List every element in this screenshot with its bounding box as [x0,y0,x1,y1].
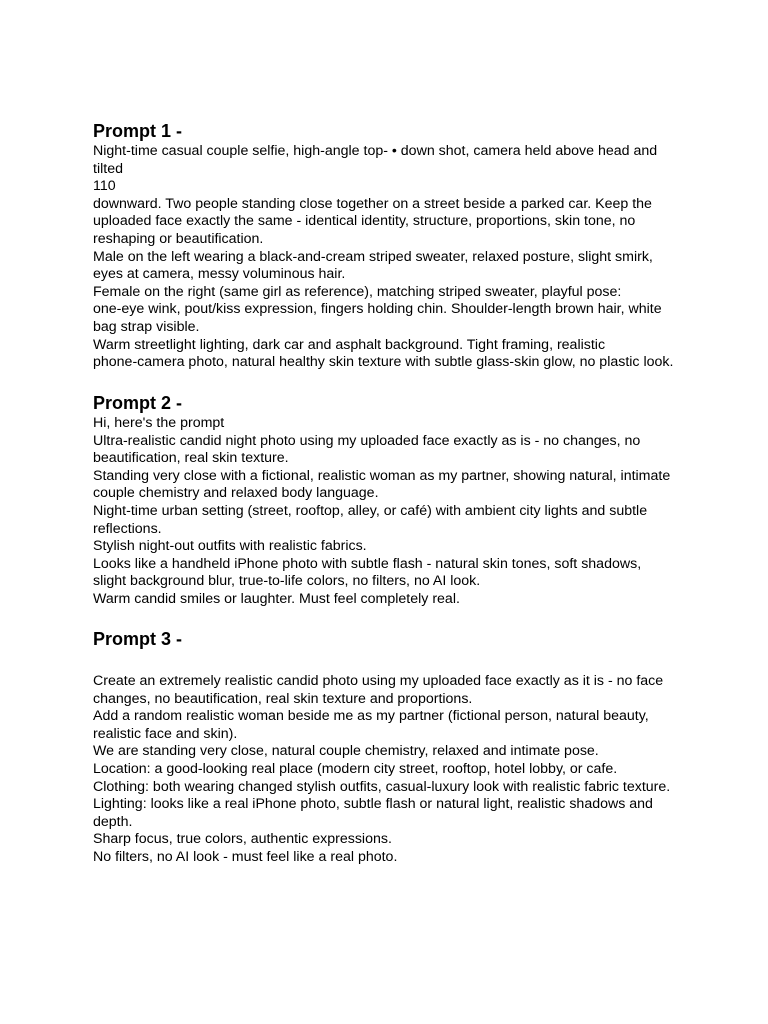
prompt-1-line: Night-time casual couple selfie, high-angle top- • down shot, camera held above head and [93,143,658,159]
prompt-2-line: Warm candid smiles or laughter. Must feel completely real. [93,590,460,607]
prompt-3-line: realistic face and skin). [93,725,238,742]
prompt-3-heading: Prompt 3 - [93,629,183,649]
prompt-3-line: Location: a good-looking real place (modern city street, rooftop, hotel lobby, or cafe. [93,760,618,777]
prompt-2-line: Hi, here's the prompt [93,415,225,431]
prompt-1-line: Female on the right (same girl as reference), matching striped sweater, playful pose: [93,283,622,300]
prompt-3-line: depth. [93,813,133,830]
prompt-1-line: reshaping or beautification. [93,230,264,247]
prompt-2-line: couple chemistry and relaxed body language. [93,485,379,502]
blank-line [93,651,670,673]
prompt-1-line: eyes at camera, messy voluminous hair. [93,266,346,283]
document-page [93,120,683,865]
prompt-1-heading: Prompt 1 - [93,121,183,141]
prompt-1-line: bag strap visible. [93,318,200,335]
prompt-3-section [93,628,670,867]
prompt-1-line: uploaded face exactly the same - identical identity, structure, proportions, skin tone, no [93,213,636,230]
prompt-2-line: Looks like a handheld iPhone photo with subtle flash - natural skin tones, soft shadows, [93,555,642,572]
prompt-3-line: We are standing very close, natural couple chemistry, relaxed and intimate pose. [93,743,599,760]
prompt-2-line: Ultra-realistic candid night photo using my uploaded face exactly as is - no changes, no [93,432,641,449]
prompt-2-line: Stylish night-out outfits with realistic fabrics. [93,538,367,555]
prompt-2-heading: Prompt 2 - [93,393,183,413]
prompt-2-line: Night-time urban setting (street, rooftop, alley, or café) with ambient city lights and subtle [93,502,648,519]
prompt-3-line: Add a random realistic woman beside me as my partner (fictional person, natural beauty, [93,708,649,725]
prompt-1-section [93,120,683,372]
prompt-1-line: Warm streetlight lighting, dark car and asphalt background. Tight framing, realistic [93,336,606,353]
prompt-2-line: Standing very close with a fictional, realistic woman as my partner, showing natural, intimate [93,467,671,484]
prompt-1-line: downward. Two people standing close together on a street beside a parked car. Keep the [93,195,652,212]
prompt-3-line: Create an extremely realistic candid photo using my uploaded face exactly as it is - no face [93,673,664,689]
prompt-2-line: beautification, real skin texture. [93,450,289,467]
prompt-3-line: changes, no beautification, real skin texture and proportions. [93,690,473,707]
prompt-2-line: reflections. [93,520,162,537]
prompt-1-line: 110 [93,178,116,195]
prompt-2-line: slight background blur, true-to-life colors, no filters, no AI look. [93,573,481,590]
prompt-3-line: Sharp focus, true colors, authentic expressions. [93,831,392,848]
prompt-1-line: one-eye wink, pout/kiss expression, fingers holding chin. Shoulder-length brown hair, white [93,301,662,318]
prompt-2-section [93,392,670,609]
prompt-1-line: Male on the left wearing a black-and-cream striped sweater, relaxed posture, slight smirk, [93,248,653,265]
prompt-3-line: Lighting: looks like a real iPhone photo, subtle flash or natural light, realistic shadows and [93,796,653,813]
prompt-1-line: phone-camera photo, natural healthy skin texture with subtle glass-skin glow, no plastic look. [93,354,674,371]
prompt-3-line: No filters, no AI look - must feel like a real photo. [93,848,398,865]
prompt-3-line: Clothing: both wearing changed stylish outfits, casual-luxury look with realistic fabric texture. [93,778,671,795]
prompt-1-line: tilted [93,160,123,177]
